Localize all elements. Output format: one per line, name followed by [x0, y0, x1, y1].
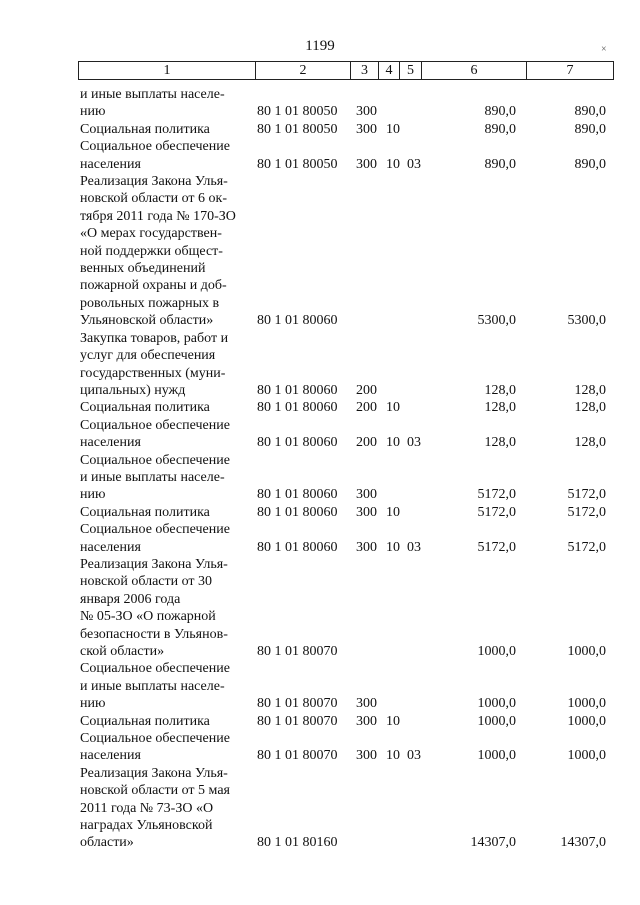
row-values [0, 486, 640, 503]
header-col-4: 4 [379, 62, 400, 79]
row-values [0, 103, 640, 120]
row-name-line: Социальное обеспечение [80, 417, 230, 433]
row-sum-2018: 5172,0 [477, 504, 516, 520]
row-sum-2019: 128,0 [574, 382, 606, 398]
row-name-line: государственных (муни- [80, 365, 226, 381]
row-sum-2018: 890,0 [484, 121, 516, 137]
row-values [0, 713, 640, 730]
row-sum-2019: 1000,0 [567, 713, 606, 729]
table-row [0, 121, 640, 138]
row-code: 80 1 01 80050 [257, 121, 338, 137]
row-values [0, 834, 640, 851]
table-row [0, 713, 640, 730]
row-sum-2019: 1000,0 [567, 644, 606, 660]
row-code: 80 1 01 80050 [257, 104, 338, 120]
row-values [0, 539, 640, 556]
row-pr: 03 [407, 539, 421, 555]
table-row [0, 330, 640, 400]
row-name-line: Социальная политика [80, 713, 210, 729]
table-row [0, 556, 640, 660]
row-sum-2019: 890,0 [574, 121, 606, 137]
row-name-line: населения [80, 156, 141, 172]
header-col-1: 1 [79, 62, 256, 79]
row-values [0, 382, 640, 399]
row-sum-2019: 5172,0 [567, 504, 606, 520]
row-name-line: ципальных) нужд [80, 382, 186, 398]
row-sum-2019: 5172,0 [567, 487, 606, 503]
row-name-line: Социальная политика [80, 504, 210, 520]
row-sum-2019: 1000,0 [567, 696, 606, 712]
row-name-line: ной поддержки общест- [80, 243, 223, 259]
row-name-line: Социальная политика [80, 400, 210, 416]
row-rz: 10 [386, 539, 400, 555]
row-vr: 300 [356, 156, 377, 172]
row-name-line: нию [80, 487, 106, 503]
row-sum-2018: 128,0 [484, 400, 516, 416]
header-col-3: 3 [351, 62, 379, 79]
row-sum-2018: 1000,0 [477, 713, 516, 729]
row-name-line: Социальное обеспечение [80, 452, 230, 468]
row-name-line: ской области» [80, 644, 165, 659]
row-values [0, 504, 640, 521]
row-vr: 300 [356, 121, 377, 137]
table-row [0, 504, 640, 521]
row-sum-2019: 5172,0 [567, 539, 606, 555]
table-row [0, 730, 640, 765]
row-vr: 300 [356, 504, 377, 520]
row-sum-2018: 14307,0 [470, 835, 516, 851]
row-sum-2018: 890,0 [484, 156, 516, 172]
row-name-line: населения [80, 435, 141, 451]
row-name-line: Социальное обеспечение [80, 661, 230, 677]
table-row [0, 399, 640, 416]
table-row [0, 765, 640, 852]
table-row [0, 86, 640, 121]
row-sum-2019: 5300,0 [567, 313, 606, 329]
header-col-2: 2 [256, 62, 351, 79]
row-rz: 10 [386, 504, 400, 520]
table-row [0, 417, 640, 452]
row-code: 80 1 01 80060 [257, 539, 338, 555]
row-sum-2018: 128,0 [484, 435, 516, 451]
row-name-line: нию [80, 104, 106, 120]
table-header [78, 61, 614, 80]
row-rz: 10 [386, 121, 400, 137]
row-name-line: Социальное обеспечение [80, 731, 230, 747]
row-name-line: «О мерах государствен- [80, 226, 222, 242]
row-name-line: новской области от 30 [80, 574, 213, 590]
row-name-line: Закупка товаров, работ и [80, 330, 229, 346]
row-sum-2018: 890,0 [484, 104, 516, 120]
row-vr: 200 [356, 382, 377, 398]
row-code: 80 1 01 80060 [257, 504, 338, 520]
row-sum-2019: 890,0 [574, 104, 606, 120]
row-values [0, 747, 640, 764]
row-rz: 10 [386, 400, 400, 416]
row-name-line: пожарной охраны и доб- [80, 278, 227, 294]
row-name-line: Реализация Закона Улья- [80, 765, 228, 781]
row-values [0, 695, 640, 712]
row-values [0, 399, 640, 416]
row-code: 80 1 01 80060 [257, 382, 338, 398]
row-code: 80 1 01 80160 [257, 835, 338, 851]
row-sum-2019: 890,0 [574, 156, 606, 172]
row-vr: 300 [356, 104, 377, 120]
row-values [0, 121, 640, 138]
row-name-line: венных объединений [80, 261, 206, 277]
row-pr: 03 [407, 435, 421, 451]
row-code: 80 1 01 80070 [257, 696, 338, 712]
row-pr: 03 [407, 156, 421, 172]
table-row [0, 521, 640, 556]
row-name-line: безопасности в Ульянов- [80, 626, 228, 642]
row-name-line: наградах Ульяновской [80, 818, 213, 834]
table-row [0, 173, 640, 330]
row-vr: 300 [356, 696, 377, 712]
row-sum-2019: 1000,0 [567, 748, 606, 764]
row-name-line: населения [80, 748, 141, 764]
row-code: 80 1 01 80050 [257, 156, 338, 172]
row-name-line: населения [80, 539, 141, 555]
row-name-line: Социальная политика [80, 121, 210, 137]
row-code: 80 1 01 80060 [257, 435, 338, 451]
row-name-line: и иные выплаты населе- [80, 469, 225, 485]
row-name-line: новской области от 5 мая [80, 783, 230, 799]
scan-mark: × [601, 44, 607, 55]
row-vr: 300 [356, 487, 377, 503]
header-col-6: 6 [422, 62, 527, 79]
row-name-line: тября 2011 года № 170-ЗО [80, 208, 236, 224]
row-rz: 10 [386, 713, 400, 729]
table-row [0, 660, 640, 712]
row-sum-2019: 128,0 [574, 400, 606, 416]
row-vr: 300 [356, 713, 377, 729]
row-name-line: услуг для обеспечения [80, 348, 216, 364]
row-sum-2019: 128,0 [574, 435, 606, 451]
row-rz: 10 [386, 156, 400, 172]
row-name-line: Социальное обеспечение [80, 522, 230, 538]
row-rz: 10 [386, 435, 400, 451]
row-pr: 03 [407, 748, 421, 764]
row-name-line: нию [80, 696, 106, 712]
row-sum-2019: 14307,0 [560, 835, 606, 851]
row-name-line: января 2006 года [80, 591, 181, 607]
row-code: 80 1 01 80060 [257, 400, 338, 416]
table-body [0, 86, 640, 852]
row-rz: 10 [386, 748, 400, 764]
header-col-7: 7 [566, 63, 574, 78]
row-sum-2018: 128,0 [484, 382, 516, 398]
row-name-line: ровольных пожарных в [80, 295, 220, 311]
row-name-line: и иные выплаты населе- [80, 678, 225, 694]
row-code: 80 1 01 80060 [257, 487, 338, 503]
row-code: 80 1 01 80070 [257, 713, 338, 729]
row-name-line: и иные выплаты населе- [80, 87, 225, 102]
row-vr: 300 [356, 748, 377, 764]
row-sum-2018: 1000,0 [477, 696, 516, 712]
row-code: 80 1 01 80070 [257, 644, 338, 660]
table-row [0, 138, 640, 173]
row-name-line: новской области от 6 ок- [80, 191, 228, 207]
row-values [0, 643, 640, 660]
row-name-line: области» [80, 835, 134, 851]
row-sum-2018: 5300,0 [477, 313, 516, 329]
page-number: 1199 [305, 38, 335, 54]
row-name-line: Социальное обеспечение [80, 139, 230, 155]
row-name-line: 2011 года № 73-ЗО «О [80, 800, 214, 816]
row-name-line: Реализация Закона Улья- [80, 556, 228, 572]
row-sum-2018: 5172,0 [477, 487, 516, 503]
row-vr: 200 [356, 435, 377, 451]
row-vr: 200 [356, 400, 377, 416]
row-sum-2018: 1000,0 [477, 748, 516, 764]
row-name-line: Ульяновской области» [80, 313, 214, 329]
row-values [0, 156, 640, 173]
row-code: 80 1 01 80070 [257, 748, 338, 764]
row-name-line: № 05-ЗО «О пожарной [80, 609, 216, 625]
row-values [0, 434, 640, 451]
row-sum-2018: 5172,0 [477, 539, 516, 555]
row-name [80, 173, 248, 330]
row-code: 80 1 01 80060 [257, 313, 338, 329]
row-values [0, 312, 640, 329]
row-vr: 300 [356, 539, 377, 555]
header-col-5: 5 [400, 62, 422, 79]
table-row [0, 452, 640, 504]
row-name-line: Реализация Закона Улья- [80, 174, 228, 190]
row-sum-2018: 1000,0 [477, 644, 516, 660]
